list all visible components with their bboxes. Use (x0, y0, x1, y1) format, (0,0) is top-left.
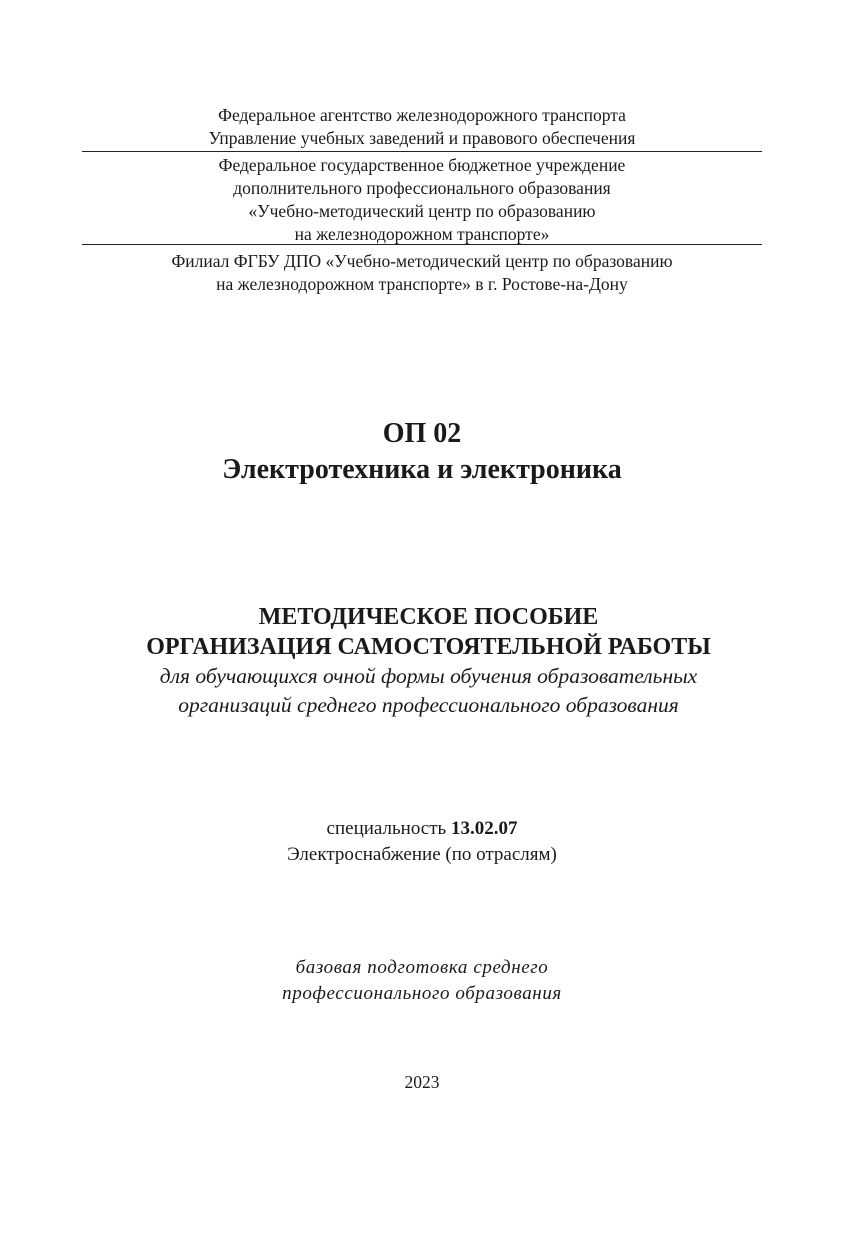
manual-title (40, 602, 817, 720)
manual-audience-line-2: организаций среднего профессионального образования (178, 693, 679, 717)
specialty-name: Электроснабжение (по отраслям) (287, 844, 557, 865)
institution-line-3: «Учебно-методический центр по образованию (248, 201, 596, 221)
training-level-line-2: профессионального образования (282, 983, 562, 1004)
specialty-code-line (82, 816, 762, 842)
agency-header (82, 104, 762, 150)
institution-line-1: Федеральное государственное бюджетное учреждение (218, 155, 626, 175)
publication-year: 2023 (404, 1072, 440, 1092)
branch-header (82, 250, 762, 296)
header-divider-top (82, 151, 762, 152)
training-level-line-1: базовая подготовка среднего (295, 957, 549, 978)
training-level (82, 955, 762, 1007)
branch-line-1: Филиал ФГБУ ДПО «Учебно-методический центр по образованию (171, 251, 673, 271)
discipline-title (82, 416, 762, 488)
specialty-block (82, 816, 762, 868)
agency-name: Федеральное агентство железнодорожного транспорта (218, 105, 626, 125)
publication-year-block (82, 1071, 762, 1093)
institution-line-2: дополнительного профессионального образования (233, 178, 611, 198)
manual-type-line-2: ОРГАНИЗАЦИЯ САМОСТОЯТЕЛЬНОЙ РАБОТЫ (146, 634, 711, 660)
manual-type-line-1: МЕТОДИЧЕСКОЕ ПОСОБИЕ (258, 604, 599, 630)
specialty-code: 13.02.07 (450, 818, 518, 839)
institution-header (82, 154, 762, 246)
discipline-name: Электротехника и электроника (222, 454, 622, 485)
header-divider-bottom (82, 244, 762, 245)
discipline-code: ОП 02 (382, 418, 462, 449)
branch-line-2: на железнодорожном транспорте» в г. Ростове-на-Дону (216, 274, 628, 294)
agency-department: Управление учебных заведений и правового обеспечения (208, 128, 636, 148)
institution-line-4: на железнодорожном транспорте» (294, 224, 550, 244)
specialty-prefix: специальность (326, 818, 447, 839)
manual-audience-line-1: для обучающихся очной формы обучения образовательных (159, 664, 698, 688)
